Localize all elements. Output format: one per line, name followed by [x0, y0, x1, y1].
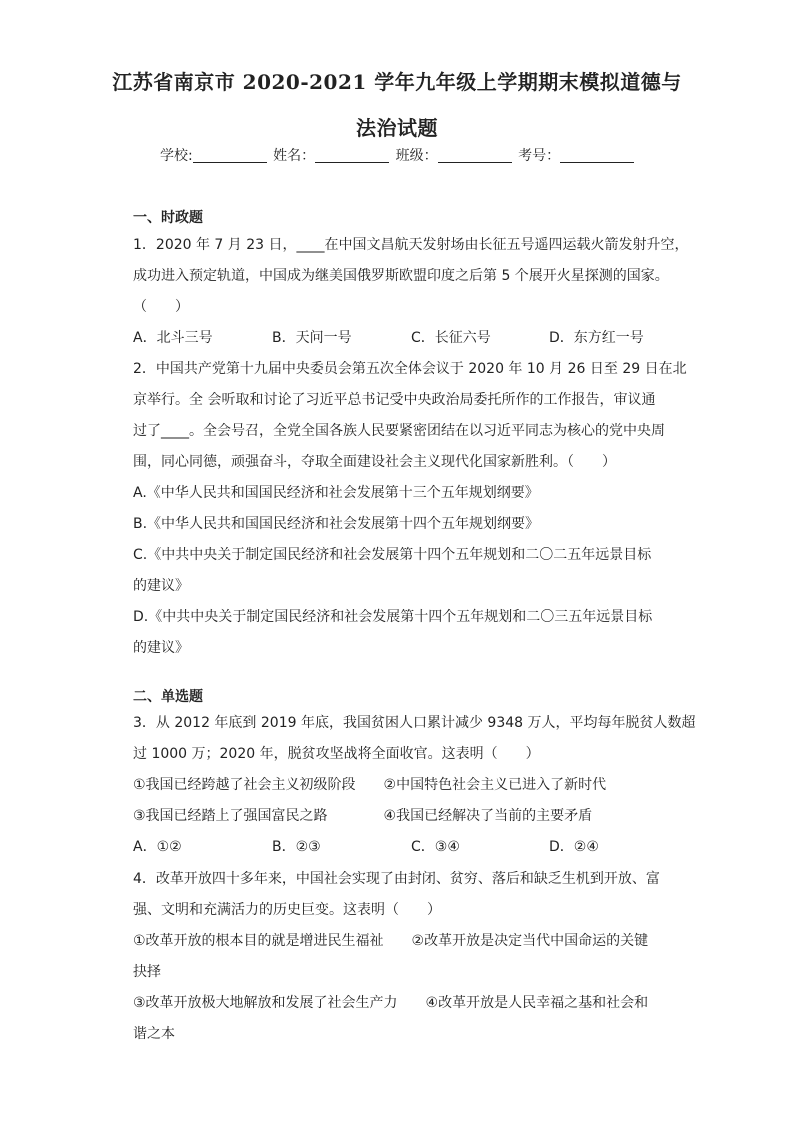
exam-number-blank[interactable] — [560, 148, 634, 163]
question-3-option-c: C．③④ — [411, 839, 460, 855]
question-3-option-a: A．①② — [133, 839, 182, 855]
question-3-option-d: D．②④ — [549, 839, 599, 855]
question-1-option-b: B．天问一号 — [272, 330, 352, 346]
question-2-option-b: B.《中华人民共和国国民经济和社会发展第十四个五年规划纲要》 — [133, 516, 540, 532]
question-1-answer-bracket: （ ） — [133, 299, 189, 315]
question-2-text: 过了____。全会号召，全党全国各族人民要紧密团结在以习近平同志为核心的党中央周 — [133, 423, 665, 439]
question-4-statements: ③改革开放极大地解放和发展了社会生产力 ④改革开放是人民幸福之基和社会和 — [133, 995, 649, 1011]
school-blank[interactable] — [193, 148, 267, 163]
question-4-text: 4．改革开放四十多年来，中国社会实现了由封闭、贫穷、落后和缺乏生机到开放、富 — [133, 871, 660, 887]
section-heading-single-choice: 二、单选题 — [133, 689, 203, 705]
question-3-statements: ①我国已经跨越了社会主义初级阶段 ②中国特色社会主义已进入了新时代 — [133, 777, 607, 793]
question-3-statements: ③我国已经踏上了强国富民之路 ④我国已经解决了当前的主要矛盾 — [133, 808, 593, 824]
question-1-option-c: C．长征六号 — [411, 330, 491, 346]
question-1-option-a: A．北斗三号 — [133, 330, 213, 346]
name-blank[interactable] — [315, 148, 389, 163]
question-2-text: 围，同心同德，顽强奋斗，夺取全面建设社会主义现代化国家新胜利。（ ） — [133, 454, 616, 470]
class-label: 班级： — [395, 148, 438, 164]
question-4-statements: ①改革开放的根本目的就是增进民生福祉 ②改革开放是决定当代中国命运的关键 — [133, 933, 649, 949]
question-2-option-d-continued: 的建议》 — [133, 640, 189, 656]
question-1-text: 1．2020 年 7 月 23 日，____在中国文昌航天发射场由长征五号遥四运载火箭发射升空， — [133, 237, 689, 253]
question-2-option-c: C.《中共中央关于制定国民经济和社会发展第十四个五年规划和二〇二五年远景目标 — [133, 547, 652, 563]
student-info-line — [160, 145, 636, 165]
name-label: 姓名： — [273, 148, 316, 164]
question-3-option-b: B．②③ — [272, 839, 321, 855]
exam-number-label: 考号： — [518, 148, 561, 164]
question-3-text: 3．从 2012 年底到 2019 年底，我国贫困人口累计减少 9348 万人，平均每年脱贫人数超 — [133, 715, 696, 731]
page-title: 江苏省南京市 2020-2021 学年九年级上学期期末模拟道德与 — [112, 70, 682, 94]
question-2-text: 2．中国共产党第十九届中央委员会第五次全体会议于 2020 年 10 月 26 日至 29 日在北 — [133, 361, 687, 377]
question-4-text: 强、文明和充满活力的历史巨变。这表明（ ） — [133, 902, 441, 918]
section-heading-current-affairs: 一、时政题 — [133, 210, 203, 226]
question-2-option-c-continued: 的建议》 — [133, 578, 189, 594]
question-2-text: 京举行。全 会听取和讨论了习近平总书记受中央政治局委托所作的工作报告，审议通 — [133, 392, 656, 408]
question-2-option-d: D.《中共中央关于制定国民经济和社会发展第十四个五年规划和二〇三五年远景目标 — [133, 609, 653, 625]
question-4-statements: 抉择 — [133, 964, 161, 980]
class-blank[interactable] — [438, 148, 512, 163]
page-title-continued: 法治试题 — [356, 116, 438, 140]
question-1-text: 成功进入预定轨道，中国成为继美国俄罗斯欧盟印度之后第 5 个展开火星探测的国家。 — [133, 268, 669, 284]
question-3-text: 过 1000 万；2020 年，脱贫攻坚战将全面收官。这表明（ ） — [133, 746, 540, 762]
school-label: 学校: — [160, 148, 193, 164]
question-1-option-d: D．东方红一号 — [549, 330, 644, 346]
question-2-option-a: A.《中华人民共和国国民经济和社会发展第十三个五年规划纲要》 — [133, 485, 539, 501]
question-4-statements: 谐之本 — [133, 1026, 175, 1042]
